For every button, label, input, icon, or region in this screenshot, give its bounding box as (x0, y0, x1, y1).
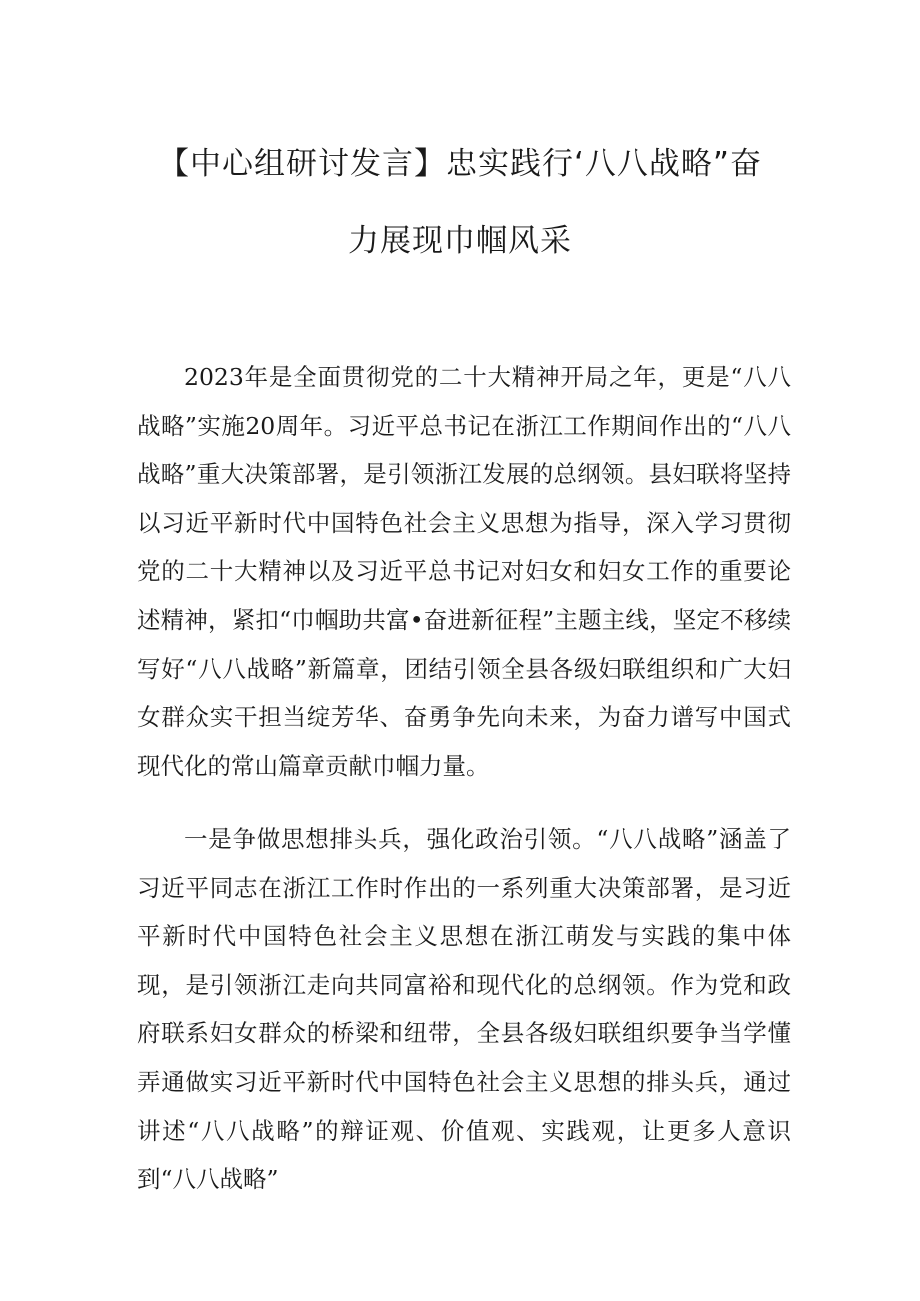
document-title-line-1: 【中心组研讨发言】忠实践行‘八八战略”奋 (158, 146, 762, 182)
body-paragraph-1: 2023年是全面贯彻党的二十大精神开局之年，更是“八八战略”实施20周年。习近平总书记在浙江工作期间作出的“八八战略”重大决策部署，是引领浙江发展的总纲领。县妇联将坚持以习近平新时代中国特色社会主义思想为指导，深入学习贯彻党的二十大精神以及习近平总书记对妇女和妇女工作的重要论述精神，紧扣“巾帼助共富•奋进新征程”主题主线，坚定不移续写好“八八战略”新篇章，团结引领全县各级妇联组织和广大妇女群众实干担当绽芳华、奋勇争先向未来，为奋力谱写中国式现代化的常山篇章贡献巾帼力量。 (137, 363, 791, 780)
document-title-line-2: 力展现巾帼风采 (348, 223, 572, 259)
body-paragraph-2: 一是争做思想排头兵，强化政治引领。“八八战略”涵盖了习近平同志在浙江工作时作出的一系列重大决策部署，是习近平新时代中国特色社会主义思想在浙江萌发与实践的集中体现，是引领浙江走向共同富裕和现代化的总纲领。作为党和政府联系妇女群众的桥梁和纽带，全县各级妇联组织要争当学懂弄通做实习近平新时代中国特色社会主义思想的排头兵，通过讲述“八八战略”的辩证观、价值观、实践观，让更多人意识到“八八战略” (137, 825, 791, 1194)
